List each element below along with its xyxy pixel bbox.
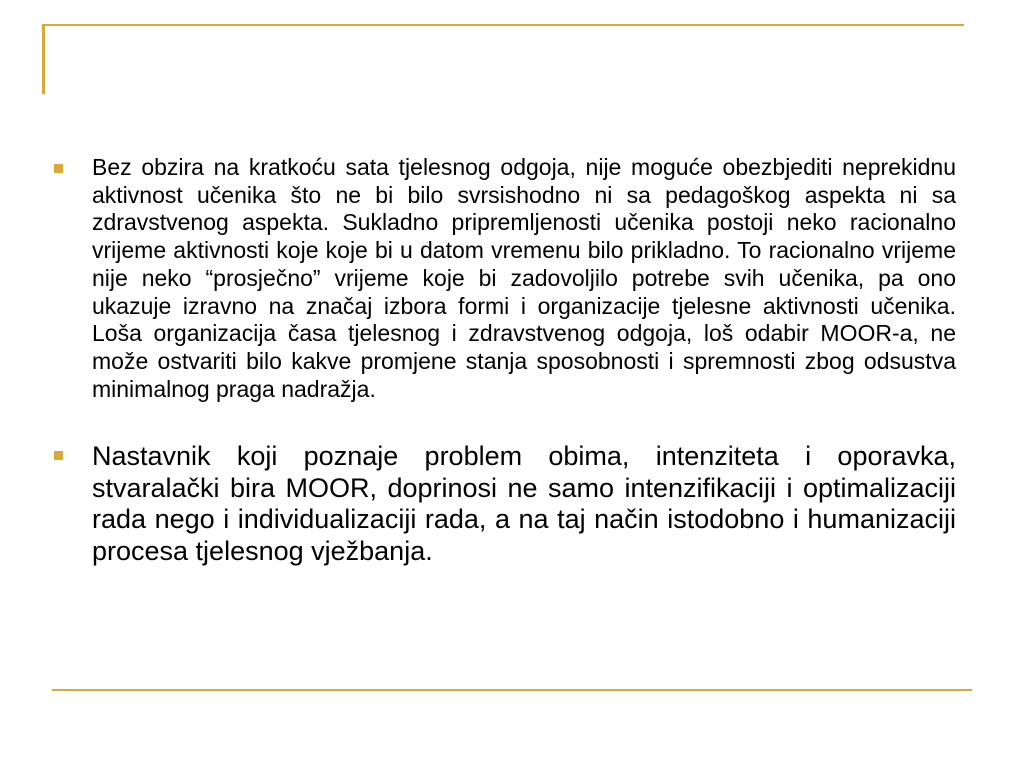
left-frame-line xyxy=(42,24,45,94)
square-bullet-icon xyxy=(54,164,63,173)
bullet-text-2: Nastavnik koji poznaje problem obima, intenziteta i oporavka, stvaralački bira MOOR, doprinosi ne samo intenzifikaciji i optimalizaciji rada nego i individualizaciji rada, a na taj način istodobno i humanizaciji procesa tjelesnog vježbanja. xyxy=(92,441,956,566)
bullet-item-2 xyxy=(54,441,956,567)
bullet-item-1 xyxy=(54,154,956,403)
bullet-text-1: Bez obzira na kratkoću sata tjelesnog odgoja, nije moguće obezbjediti neprekidnu aktivnost učenika što ne bi bilo svrsishodno ni sa pedagoškog aspekta ni sa zdravstvenog aspekta. Sukladno pripremljenosti učenika postoji neko racionalno vrijeme aktivnosti koje koje bi u datom vremenu bilo prikladno. To racionalno vrijeme nije neko “prosječno” vrijeme koje bi zadovoljilo potrebe svih učenika, pa ono ukazuje izravno na značaj izbora formi i organizacije tjelesne aktivnosti učenika. Loša organizacija časa tjelesnog i zdravstvenog odgoja, loš odabir MOOR-a, ne može ostvariti bilo kakve promjene stanja sposobnosti i spremnosti zbog odsustva minimalnog praga nadražja. xyxy=(92,154,956,402)
bottom-frame-line xyxy=(52,689,972,691)
top-frame-line xyxy=(42,24,964,26)
slide-content xyxy=(54,154,956,567)
square-bullet-icon xyxy=(54,451,63,460)
